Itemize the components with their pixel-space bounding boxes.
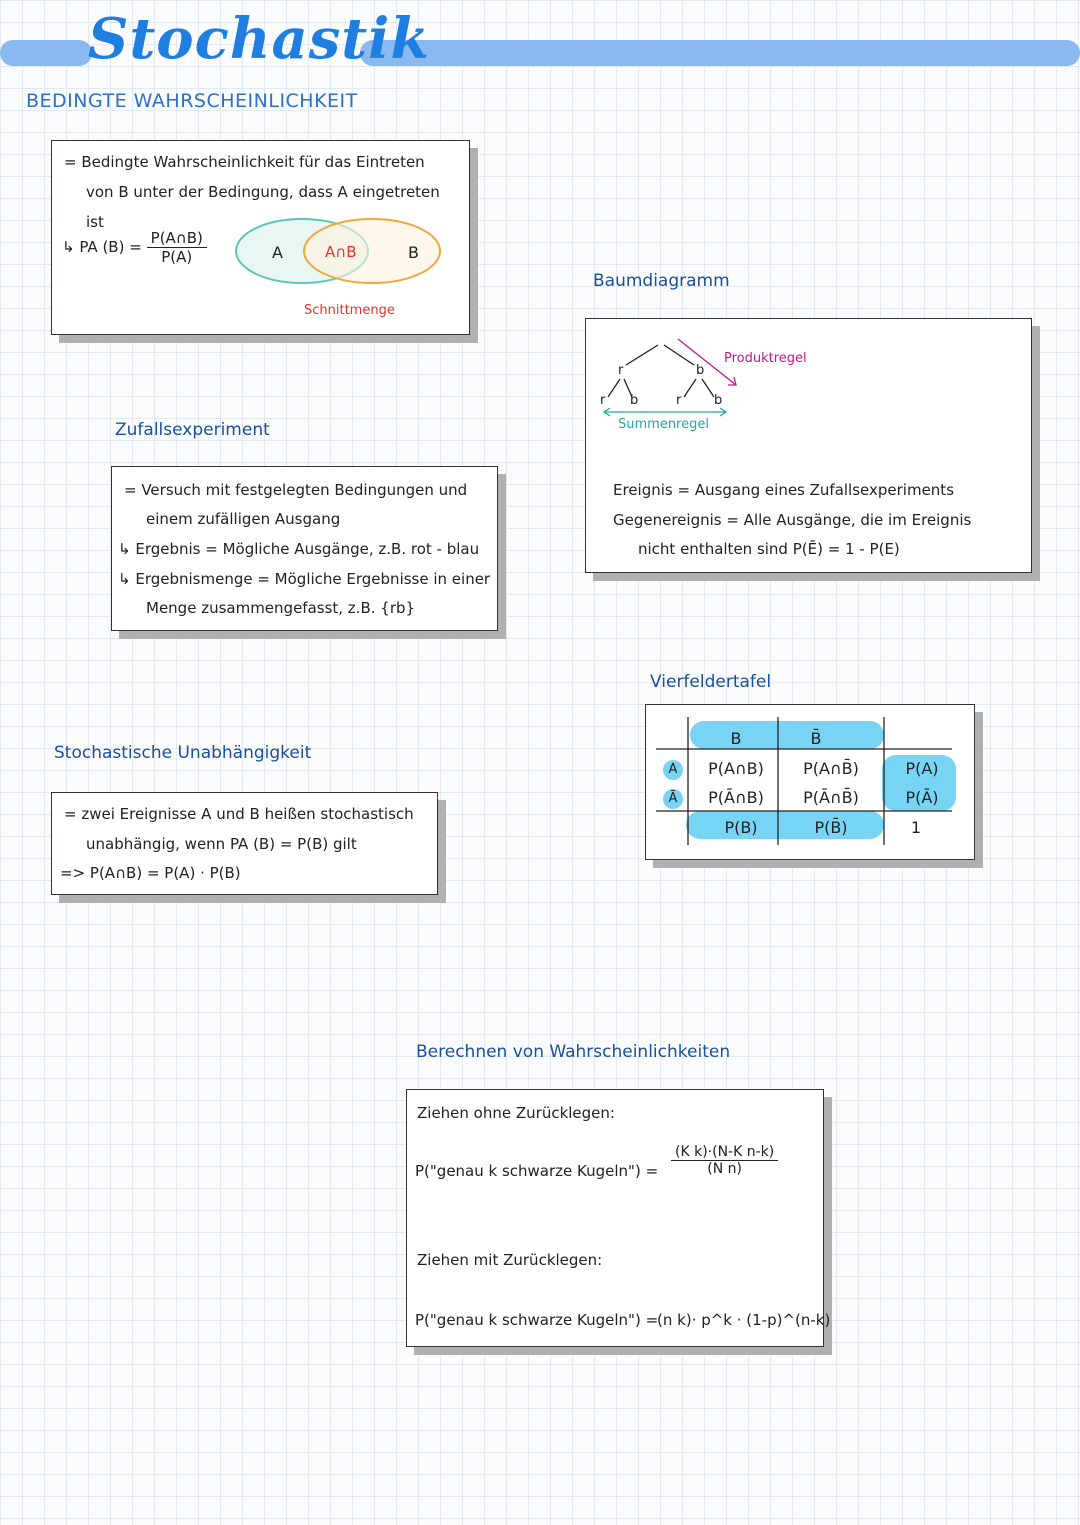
- tree-leaf: r: [600, 393, 606, 408]
- tree-branch: [626, 345, 658, 365]
- baum-line1: Ereignis = Ausgang eines Zufallsexperiments: [613, 481, 955, 499]
- cell-b-total: P(B): [724, 818, 758, 837]
- box-zufall: [111, 466, 498, 631]
- bedingte-formula-lhs: ↳ PA (B) =: [62, 238, 142, 256]
- cell-a-total: P(A): [905, 759, 939, 778]
- zufall-line3: ↳ Ergebnis = Mögliche Ausgänge, z.B. rot - blau: [118, 540, 480, 558]
- box-unabh: [51, 792, 438, 895]
- baum-line3: nicht enthalten sind P(Ē) = 1 - P(E): [638, 540, 900, 558]
- box-vierfeld: [645, 704, 975, 860]
- zufall-line4: ↳ Ergebnismenge = Mögliche Ergebnisse in einer: [118, 570, 491, 588]
- fraction-denominator: (N n): [707, 1161, 742, 1177]
- cell-bbar-total: P(B̄): [814, 818, 848, 837]
- box-berechnen: [406, 1089, 831, 1347]
- cell-grand-total: 1: [910, 818, 922, 837]
- tree-node-b: b: [696, 363, 705, 378]
- fraction-numerator: (K k)·(N-K n-k): [671, 1144, 778, 1161]
- tree-leaf: b: [630, 393, 639, 408]
- cell-abar-total: P(Ā): [905, 788, 939, 807]
- mit-title: Ziehen mit Zurücklegen:: [417, 1251, 603, 1269]
- box-baum: [585, 318, 1032, 573]
- heading-zufall: Zufallsexperiment: [115, 420, 270, 440]
- header-col-bbar: B̄: [810, 729, 822, 748]
- ohne-fraction: [671, 1144, 778, 1177]
- venn-label-a: A: [272, 243, 283, 262]
- header-col-b: B: [730, 729, 742, 748]
- summenregel-label: Summenregel: [618, 417, 709, 432]
- hypergeometric-fraction: [671, 1144, 778, 1177]
- tree-node-r: r: [618, 363, 624, 378]
- cell-a-bbar: P(A∩B̄): [803, 759, 859, 778]
- tree-branch: [702, 379, 714, 397]
- header-bar-right: [360, 40, 1080, 66]
- unabh-line3: => P(A∩B) = P(A) · P(B): [60, 864, 241, 882]
- mit-formula-lhs: P("genau k schwarze Kugeln") =: [415, 1311, 659, 1329]
- bedingte-line1: = Bedingte Wahrscheinlichkeit für das Eintreten: [64, 153, 425, 171]
- heading-bedingte: BEDINGTE WAHRSCHEINLICHKEIT: [26, 90, 358, 112]
- page-title: Stochastik: [88, 6, 431, 72]
- cell-a-b: P(A∩B): [708, 759, 764, 778]
- venn-label-intersection: A∩B: [325, 243, 357, 261]
- ohne-title: Ziehen ohne Zurücklegen:: [417, 1104, 615, 1122]
- bedingte-line3: ist: [86, 213, 104, 231]
- heading-unabh: Stochastische Unabhängigkeit: [54, 743, 312, 763]
- tree-leaf: b: [714, 393, 723, 408]
- heading-vierfeld: Vierfeldertafel: [650, 672, 772, 692]
- heading-berechnen: Berechnen von Wahrscheinlichkeiten: [416, 1042, 731, 1062]
- zufall-line1: = Versuch mit festgelegten Bedingungen und: [124, 481, 468, 499]
- unabh-line1: = zwei Ereignisse A und B heißen stochastisch: [64, 805, 414, 823]
- tree-branch: [608, 379, 620, 397]
- venn-caption: Schnittmenge: [304, 303, 395, 318]
- zufall-line5: Menge zusammengefasst, z.B. {rb}: [146, 599, 416, 617]
- fraction-numerator: P(A∩B): [147, 229, 207, 248]
- header-bar-left: [0, 40, 92, 66]
- bedingte-fraction: [147, 229, 207, 266]
- mit-formula-rhs: (n k)· p^k · (1-p)^(n-k): [657, 1311, 831, 1329]
- header-row-abar: Ā: [663, 789, 683, 809]
- tree-branch: [684, 379, 696, 397]
- fraction-denominator: P(A): [161, 248, 193, 266]
- cell-abar-bbar: P(Ā∩B̄): [803, 788, 859, 807]
- box-bedingte: [51, 140, 470, 335]
- heading-baum: Baumdiagramm: [593, 271, 730, 291]
- bedingte-formula: [62, 229, 207, 266]
- venn-label-b: B: [408, 243, 419, 262]
- baum-line2: Gegenereignis = Alle Ausgänge, die im Ereignis: [613, 511, 972, 529]
- zufall-line2: einem zufälligen Ausgang: [146, 510, 341, 528]
- bedingte-line2: von B unter der Bedingung, dass A eingetreten: [86, 183, 440, 201]
- header-row-a: A: [663, 760, 683, 780]
- tree-leaf: r: [676, 393, 682, 408]
- cell-abar-b: P(Ā∩B): [708, 788, 764, 807]
- produktregel-label: Produktregel: [724, 351, 807, 366]
- unabh-line2: unabhängig, wenn PA (B) = P(B) gilt: [86, 835, 357, 853]
- ohne-formula-lhs: P("genau k schwarze Kugeln") =: [415, 1162, 659, 1180]
